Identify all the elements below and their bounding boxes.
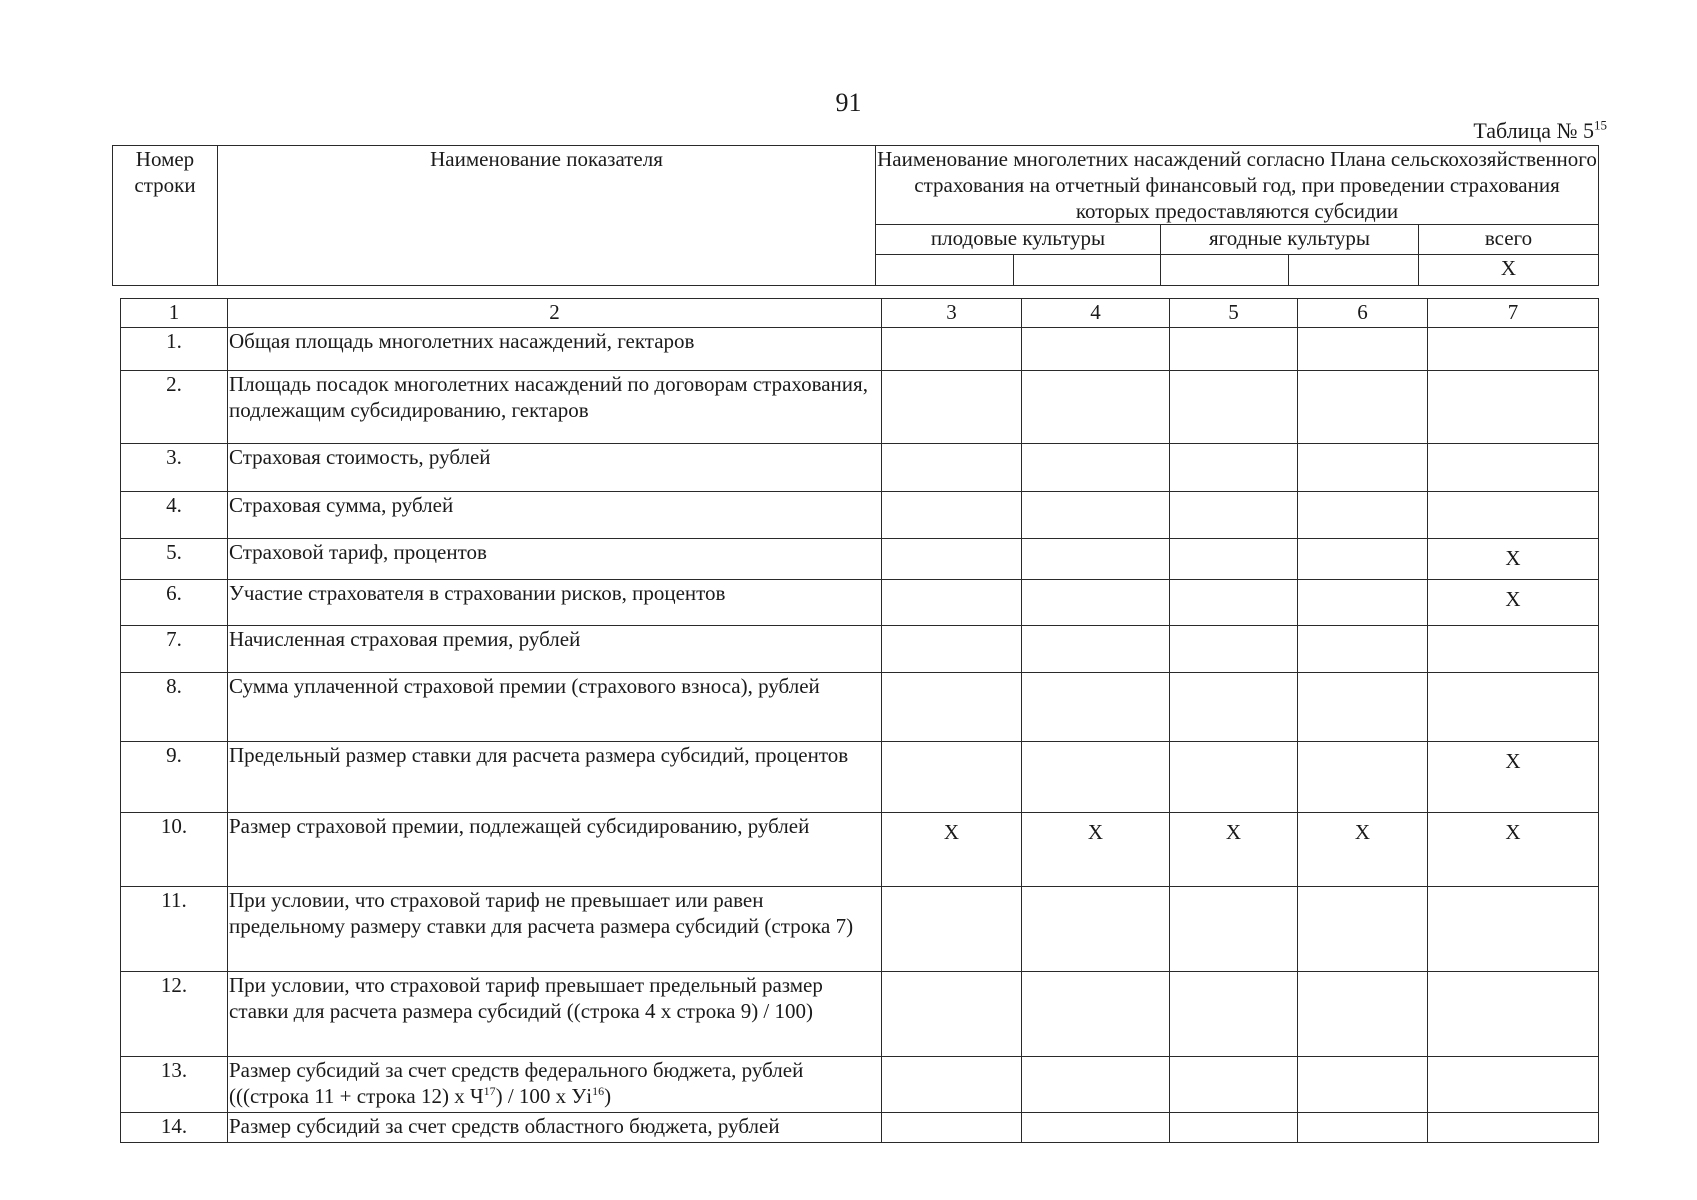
row-name: Сумма уплаченной страховой премии (страхового взноса), рублей	[228, 673, 882, 742]
row-number: 14.	[121, 1113, 228, 1143]
table-title-text: Таблица № 5	[1473, 118, 1594, 143]
row-cell	[1170, 539, 1298, 580]
row-cell	[1170, 580, 1298, 626]
header-row-number: Номер строки	[113, 146, 218, 286]
table-row	[121, 492, 1599, 539]
row-cell	[1428, 492, 1599, 539]
row-name	[228, 1057, 882, 1113]
row-cell	[1022, 972, 1170, 1057]
row-cell	[882, 972, 1022, 1057]
header-indicator-name: Наименование показателя	[218, 146, 876, 286]
row-cell	[1022, 813, 1170, 887]
row-number: 6.	[121, 580, 228, 626]
row-cell	[1428, 626, 1599, 673]
row-cell	[1022, 742, 1170, 813]
table-title-footnote: 15	[1594, 117, 1607, 133]
row-number: 9.	[121, 742, 228, 813]
row-cell	[1298, 742, 1428, 813]
row-cell	[1428, 972, 1599, 1057]
row-cell	[882, 444, 1022, 492]
header-berry-crops: ягодные культуры	[1161, 225, 1419, 255]
row-cell	[882, 1113, 1022, 1143]
row-number: 7.	[121, 626, 228, 673]
row-cell	[1428, 813, 1599, 887]
row-name: Размер страховой премии, подлежащей субсидированию, рублей	[228, 813, 882, 887]
header-fruit-crops: плодовые культуры	[876, 225, 1161, 255]
row-name: Участие страхователя в страховании рисков, процентов	[228, 580, 882, 626]
footnote-mark: 17	[483, 1084, 496, 1098]
x-mark: X	[1225, 820, 1242, 844]
column-number: 7	[1428, 299, 1599, 328]
column-number: 5	[1170, 299, 1298, 328]
row-name-part: ) / 100 x Уi	[495, 1084, 593, 1108]
row-cell	[1170, 328, 1298, 371]
row-name: Страховая сумма, рублей	[228, 492, 882, 539]
row-cell	[1170, 1113, 1298, 1143]
header-total: всего	[1419, 225, 1599, 255]
row-cell	[1298, 972, 1428, 1057]
row-name: Страховая стоимость, рублей	[228, 444, 882, 492]
table-row	[121, 371, 1599, 444]
x-mark: X	[1087, 820, 1104, 844]
row-cell	[1022, 626, 1170, 673]
row-name: При условии, что страховой тариф не превышает или равен предельному размеру ставки для расчета размера субсидий (строка 7)	[228, 887, 882, 972]
column-number-row	[121, 299, 1599, 328]
table-row	[121, 1057, 1599, 1113]
row-cell	[1170, 887, 1298, 972]
row-cell	[1298, 1057, 1428, 1113]
row-cell	[1298, 813, 1428, 887]
table-row	[121, 813, 1599, 887]
table-row	[121, 673, 1599, 742]
row-cell	[1298, 887, 1428, 972]
row-cell	[1170, 444, 1298, 492]
row-cell	[882, 626, 1022, 673]
table-title	[1473, 118, 1607, 144]
table-row	[121, 626, 1599, 673]
header-total-mark: X	[1419, 255, 1599, 286]
row-cell	[882, 328, 1022, 371]
row-cell	[882, 371, 1022, 444]
x-mark: X	[1505, 749, 1521, 773]
footnote-mark: 16	[592, 1084, 605, 1098]
row-cell	[1022, 580, 1170, 626]
row-number: 12.	[121, 972, 228, 1057]
row-cell	[1428, 1113, 1599, 1143]
row-name-part: Размер субсидий за счет средств федерального бюджета, рублей (((строка 11 + строка 12) x Ч	[229, 1058, 804, 1108]
table-row	[121, 444, 1599, 492]
table-row	[121, 742, 1599, 813]
row-cell	[1428, 673, 1599, 742]
row-cell	[1170, 1057, 1298, 1113]
table-row	[121, 1113, 1599, 1143]
row-number: 2.	[121, 371, 228, 444]
row-name-part: )	[604, 1084, 612, 1108]
row-cell	[882, 887, 1022, 972]
x-mark: X	[1505, 820, 1521, 844]
row-cell	[1170, 813, 1298, 887]
table-row	[121, 328, 1599, 371]
row-cell	[1298, 1113, 1428, 1143]
row-cell	[1428, 742, 1599, 813]
row-name: Страховой тариф, процентов	[228, 539, 882, 580]
table-row	[121, 972, 1599, 1057]
row-cell	[1022, 328, 1170, 371]
x-mark: X	[1354, 820, 1371, 844]
row-cell	[1022, 673, 1170, 742]
row-number: 11.	[121, 887, 228, 972]
row-number: 5.	[121, 539, 228, 580]
header-subcell	[1289, 255, 1419, 286]
column-number: 3	[882, 299, 1022, 328]
column-number: 6	[1298, 299, 1428, 328]
header-subcell	[876, 255, 1014, 286]
row-cell	[882, 813, 1022, 887]
header-subcell	[1161, 255, 1289, 286]
header-plantings-group: Наименование многолетних насаждений согласно Плана сельскохозяйственного страхования на отчетный финансовый год, при проведении страхования которых предоставляются субсидии	[877, 147, 1597, 223]
table-row	[121, 580, 1599, 626]
page-number: 91	[835, 88, 862, 117]
row-cell	[1298, 444, 1428, 492]
row-number: 10.	[121, 813, 228, 887]
row-cell	[1022, 539, 1170, 580]
row-cell	[1170, 626, 1298, 673]
row-cell	[1298, 580, 1428, 626]
row-cell	[1170, 371, 1298, 444]
row-number: 1.	[121, 328, 228, 371]
column-number: 1	[121, 299, 228, 328]
row-name: Начисленная страховая премия, рублей	[228, 626, 882, 673]
table-row	[121, 539, 1599, 580]
row-cell	[1022, 1113, 1170, 1143]
x-mark: X	[943, 820, 960, 844]
row-cell	[1022, 492, 1170, 539]
row-cell	[1022, 887, 1170, 972]
table-row	[121, 887, 1599, 972]
row-cell	[1428, 539, 1599, 580]
row-cell	[1428, 887, 1599, 972]
table-body	[120, 298, 1599, 1143]
row-cell	[1428, 371, 1599, 444]
row-cell	[1298, 492, 1428, 539]
row-cell	[882, 673, 1022, 742]
row-cell	[1022, 1057, 1170, 1113]
row-cell	[1298, 673, 1428, 742]
column-number: 2	[228, 299, 882, 328]
row-cell	[1170, 492, 1298, 539]
row-name: Предельный размер ставки для расчета размера субсидий, процентов	[228, 742, 882, 813]
row-cell	[1022, 444, 1170, 492]
x-mark: X	[1505, 546, 1521, 570]
row-cell	[882, 580, 1022, 626]
header-subcell	[1014, 255, 1161, 286]
row-cell	[1170, 972, 1298, 1057]
row-number: 8.	[121, 673, 228, 742]
row-cell	[882, 539, 1022, 580]
row-name: При условии, что страховой тариф превышает предельный размер ставки для расчета размера субсидий ((строка 4 x строка 9) / 100)	[228, 972, 882, 1057]
row-cell	[882, 492, 1022, 539]
row-number: 13.	[121, 1057, 228, 1113]
table-header	[112, 145, 1599, 286]
row-cell	[1298, 328, 1428, 371]
row-number: 3.	[121, 444, 228, 492]
row-cell	[1298, 626, 1428, 673]
row-name: Общая площадь многолетних насаждений, гектаров	[228, 328, 882, 371]
row-cell	[1428, 1057, 1599, 1113]
row-cell	[1022, 371, 1170, 444]
row-name: Площадь посадок многолетних насаждений по договорам страхования, подлежащим субсидированию, гектаров	[228, 371, 882, 444]
row-cell	[882, 1057, 1022, 1113]
row-cell	[1428, 328, 1599, 371]
row-name: Размер субсидий за счет средств областного бюджета, рублей	[228, 1113, 882, 1143]
row-cell	[1170, 673, 1298, 742]
x-mark: X	[1505, 587, 1521, 611]
column-number: 4	[1022, 299, 1170, 328]
row-number: 4.	[121, 492, 228, 539]
row-cell	[1298, 371, 1428, 444]
row-cell	[1298, 539, 1428, 580]
row-cell	[1428, 444, 1599, 492]
row-cell	[1428, 580, 1599, 626]
row-cell	[882, 742, 1022, 813]
row-cell	[1170, 742, 1298, 813]
